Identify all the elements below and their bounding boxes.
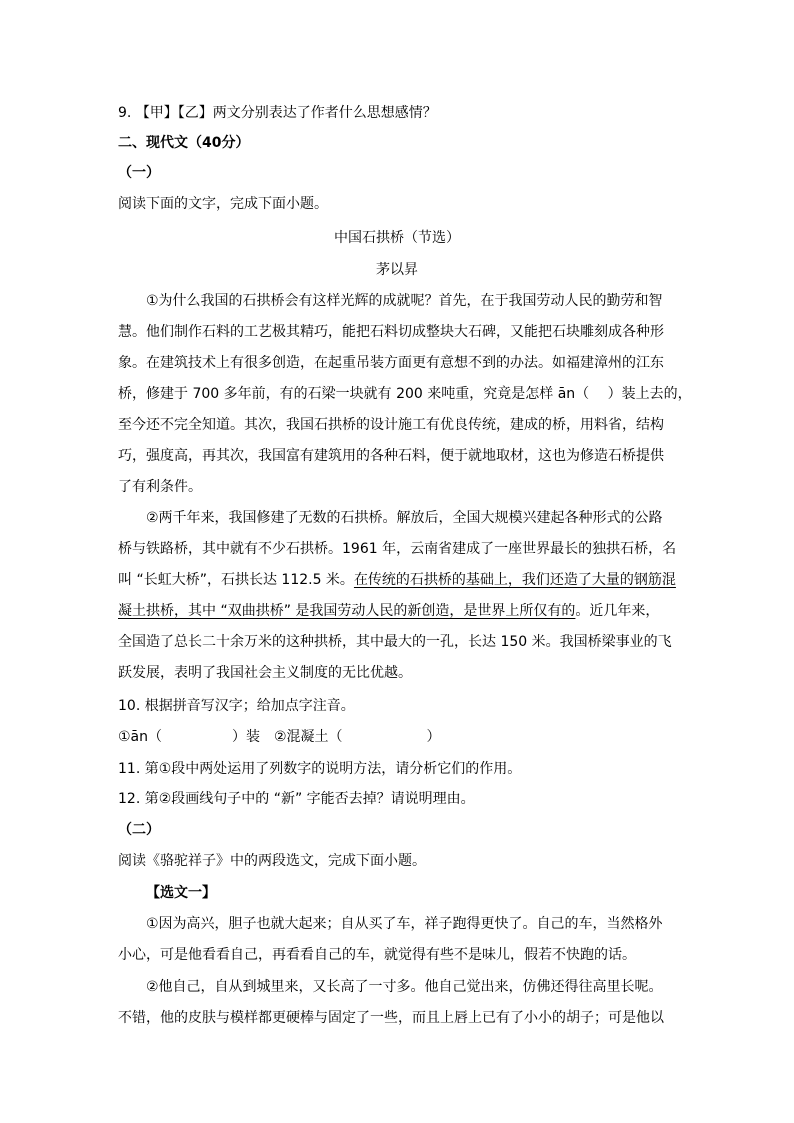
- question-12: 12. 第②段画线句子中的 “新” 字能否去掉？请说明理由。: [118, 791, 475, 807]
- paragraph-line: 小心，可是他看看自己，再看看自己的车，就觉得有些不是味儿，假若不快跑的话。: [118, 947, 636, 963]
- part1-instruction: 阅读下面的文字，完成下面小题。: [118, 196, 328, 212]
- section-title: 二、现代文（40分）: [118, 135, 250, 151]
- paragraph-line: 全国造了总长二十余万米的这种拱桥，其中最大的一孔，长达 150 米。我国桥梁事业的飞: [118, 634, 672, 650]
- part-label-1: （一）: [118, 165, 160, 181]
- article-title: 中国石拱桥（节选）: [334, 230, 460, 246]
- paragraph-line: ②两千年来，我国修建了无数的石拱桥。解放后，全国大规模兴建起各种形式的公路: [146, 510, 663, 526]
- plain-text: 。近几年来，: [575, 603, 660, 619]
- paragraph-line: ①为什么我国的石拱桥会有这样光辉的成就呢？首先，在于我国劳动人民的勤劳和智: [146, 293, 663, 309]
- paragraph-line: 桥与铁路桥，其中就有不少石拱桥。1961 年，云南省建成了一座世界最长的独拱石桥，名: [118, 541, 677, 557]
- question-10-items: ①ān（ ）装 ②混凝土（ ）: [118, 729, 441, 745]
- paragraph-line: 跃发展，表明了我国社会主义制度的无比优越。: [118, 665, 412, 681]
- article-author: 茅以昇: [376, 262, 418, 278]
- question-10: 10. 根据拼音写汉字；给加点字注音。: [118, 698, 355, 714]
- paragraph-line: ②他自己，自从到城里来，又长高了一寸多。他自己觉出来，仿佛还得往高里长呢。: [146, 979, 663, 995]
- paragraph-line: 不错，他的皮肤与模样都更硬棒与固定了一些，而且上唇上已有了小小的胡子；可是他以: [118, 1010, 664, 1026]
- part-label-2: （二）: [118, 822, 160, 838]
- paragraph-line: [118, 570, 678, 590]
- paragraph-line: [118, 601, 678, 621]
- question-11: 11. 第①段中两处运用了列数字的说明方法，请分析它们的作用。: [118, 761, 522, 777]
- paragraph-line: 巧，强度高，再其次，我国富有建筑用的各种石料，便于就地取材，这也为修造石桥提供: [118, 448, 664, 464]
- question-9: 9. 【甲】【乙】两文分别表达了作者什么思想感情？: [118, 105, 437, 121]
- paragraph-line: 至今还不完全知道。其次，我国石拱桥的设计施工有优良传统，建成的桥，用料省，结构: [118, 417, 664, 433]
- paragraph-line: 象。在建筑技术上有很多创造，在起重吊装方面更有意想不到的办法。如福建漳州的江东: [118, 355, 664, 371]
- underlined-sentence: 在传统的石拱桥的基础上，我们还造了大量的钢筋混: [353, 572, 676, 588]
- excerpt-label: 【选文一】: [146, 885, 216, 901]
- plain-text: 叫 “长虹大桥”，石拱长达 112.5 米。: [118, 572, 354, 588]
- paragraph-line: 了有利条件。: [118, 479, 202, 495]
- paragraph-line: 桥，修建于 700 多年前，有的石梁一块就有 200 来吨重，究竟是怎样 ān（ ）装上去的，: [118, 386, 692, 402]
- paragraph-line: ①因为高兴，胆子也就大起来；自从买了车，祥子跑得更快了。自己的车，当然格外: [146, 916, 663, 932]
- paragraph-line: 慧。他们制作石料的工艺极其精巧，能把石料切成整块大石碑，又能把石块雕刻成各种形: [118, 324, 664, 340]
- underlined-sentence: 凝土拱桥，其中 “双曲拱桥” 是我国劳动人民的新创造，是世界上所仅有的: [118, 603, 576, 619]
- part2-instruction: 阅读《骆驼祥子》中的两段选文，完成下面小题。: [118, 853, 426, 869]
